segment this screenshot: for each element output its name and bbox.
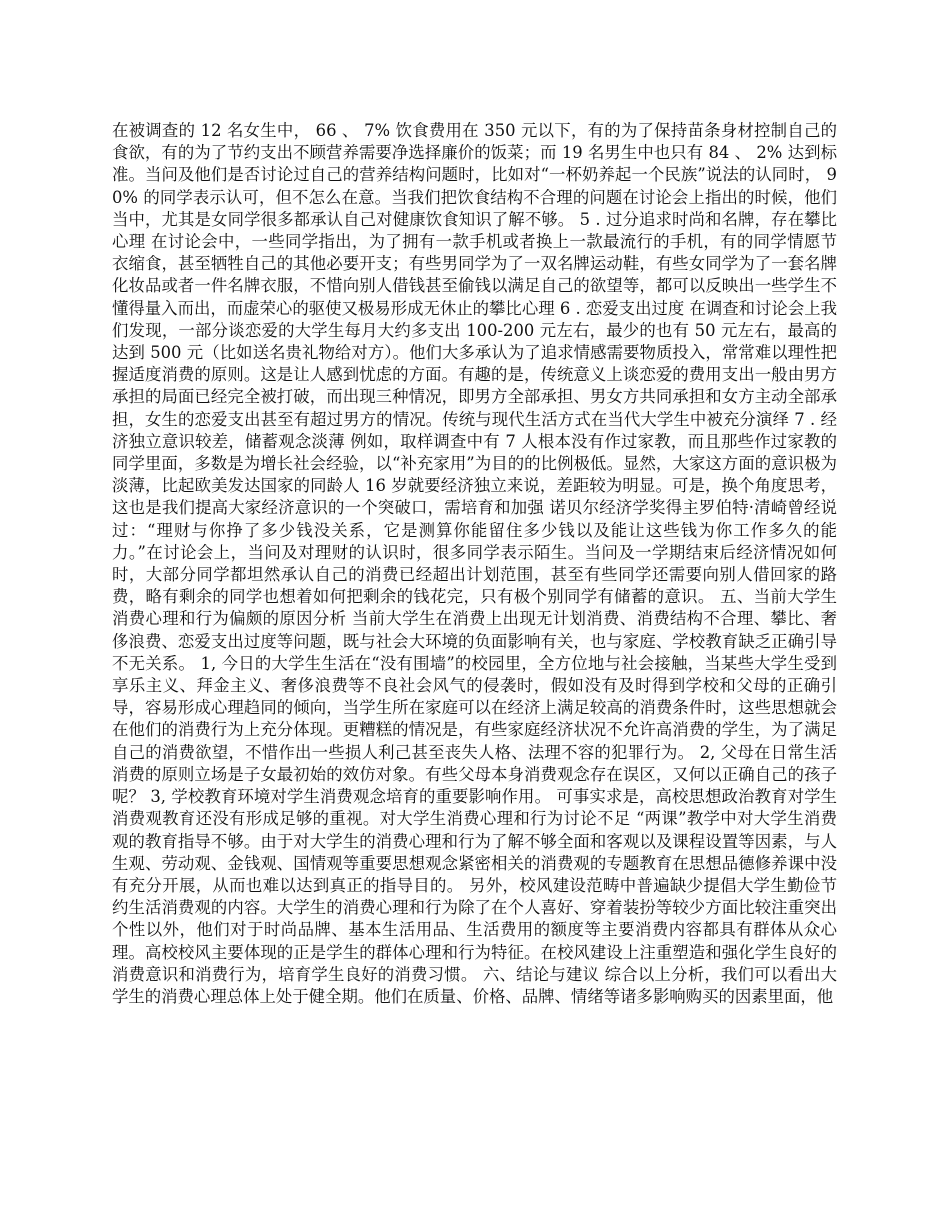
body-paragraph: 在被调查的 12 名女生中， 66 、 7% 饮食费用在 350 元以下，有的为了保持苗条身材控制自己的食欲，有的为了节约支出不顾营养需要净选择廉价的饭菜；而 19 名男生中也只有 84 、 2% 达到标准。当问及他们是否讨论过自己的营养结构问题时，比如对“一杯奶养起一个民族”说法的认同时， 90% 的同学表示认可，但不怎么在意。当我们把饮食结构不合理的问题在讨论会上指出的时候，他们当中，尤其是女同学很多都承认自己对健康饮食知识了解不够。 5 . 过分追求时尚和名牌，存在攀比心理 在讨论会中，一些同学指出，为了拥有一款手机或者换上一款最流行的手机，有的同学情愿节衣缩食，甚至牺牲自己的其他必要开支；有些男同学为了一双名牌运动鞋，有些女同学为了一套名牌化妆品或者一件名牌衣服，不惜向别人借钱甚至偷钱以满足自己的欲望等，都可以反映出一些学生不懂得量入而出，而虚荣心的驱使又极易形成无休止的攀比心理 6 . 恋爱支出过度 在调查和讨论会上我们发现，一部分谈恋爱的大学生每月大约多支出 100-200 元左右，最少的也有 50 元左右，最高的达到 500 元（比如送名贵礼物给对方）。他们大多承认为了追求情感需要物质投入，常常难以理性把握适度消费的原则。这是让人感到忧虑的方面。有趣的是，传统意义上谈恋爱的费用支出一般由男方承担的局面已经完全被打破，而出现三种情况，即男方全部承担、男女方共同承担和女方主动全部承担，女生的恋爱支出甚至有超过男方的情况。传统与现代生活方式在当代大学生中被充分演绎 7 . 经济独立意识较差，储蓄观念淡薄 例如，取样调查中有 7 人根本没有作过家教，而且那些作过家教的同学里面，多数是为增长社会经验，以“补充家用”为目的的比例极低。显然，大家这方面的意识极为淡薄，比起欧美发达国家的同龄人 16 岁就要经济独立来说，差距较为明显。可是，换个角度思考，这也是我们提高大家经济意识的一个突破口，需培育和加强 诺贝尔经济学奖得主罗伯特·清崎曾经说过：“理财与你挣了多少钱没关系，它是测算你能留住多少钱以及能让这些钱为你工作多久的能力。”在讨论会上，当问及对理财的认识时，很多同学表示陌生。当问及一学期结束后经济情况如何时，大部分同学都坦然承认自己的消费已经超出计划范围，甚至有些同学还需要向别人借回家的路费，略有剩余的同学也想着如何把剩余的钱花完，只有极个别同学有储蓄的意识。 五、当前大学生消费心理和行为偏颇的原因分析 当前大学生在消费上出现无计划消费、消费结构不合理、攀比、奢侈浪费、恋爱支出过度等问题，既与社会大环境的负面影响有关，也与家庭、学校教育缺乏正确引导不无关系。 1, 今日的大学生生活在“没有围墙”的校园里，全方位地与社会接触，当某些大学生受到享乐主义、拜金主义、奢侈浪费等不良社会风气的侵袭时，假如没有及时得到学校和父母的正确引导，容易形成心理趋同的倾向，当学生所在家庭可以在经济上满足较高的消费条件时，这些思想就会在他们的消费行为上充分体现。更糟糕的情况是，有些家庭经济状况不允许高消费的学生，为了满足自己的消费欲望，不惜作出一些损人利己甚至丧失人格、法理不容的犯罪行为。 2, 父母在日常生活消费的原则立场是子女最初始的效仿对象。有些父母本身消费观念存在误区，又何以正确自己的孩子呢？ 3, 学校教育环境对学生消费观念培育的重要影响作用。 可事实求是，高校思想政治教育对学生消费观教育还没有形成足够的重视。对大学生消费心理和行为讨论不足 “两课”教学中对大学生消费观的教育指导不够。由于对大学生的消费心理和行为了解不够全面和客观以及课程设置等因素，与人生观、劳动观、金钱观、国情观等重要思想观念紧密相关的消费观的专题教育在思想品德修养课中没有充分开展，从而也难以达到真正的指导目的。 另外，校风建设范畴中普遍缺少提倡大学生勤俭节约生活消费观的内容。大学生的消费心理和行为除了在个人喜好、穿着装扮等较少方面比较注重突出个性以外，他们对于时尚品牌、基本生活用品、生活费用的额度等主要消费内容都具有群体从众心理。高校校风主要体现的正是学生的群体心理和行为特征。在校风建设上注重塑造和强化学生良好的消费意识和消费行为，培育学生良好的消费习惯。 六、结论与建议 综合以上分析，我们可以看出大学生的消费心理总体上处于健全期。他们在质量、价格、品牌、情绪等诸多影响购买的因素里面，他 (112, 121, 837, 1006)
